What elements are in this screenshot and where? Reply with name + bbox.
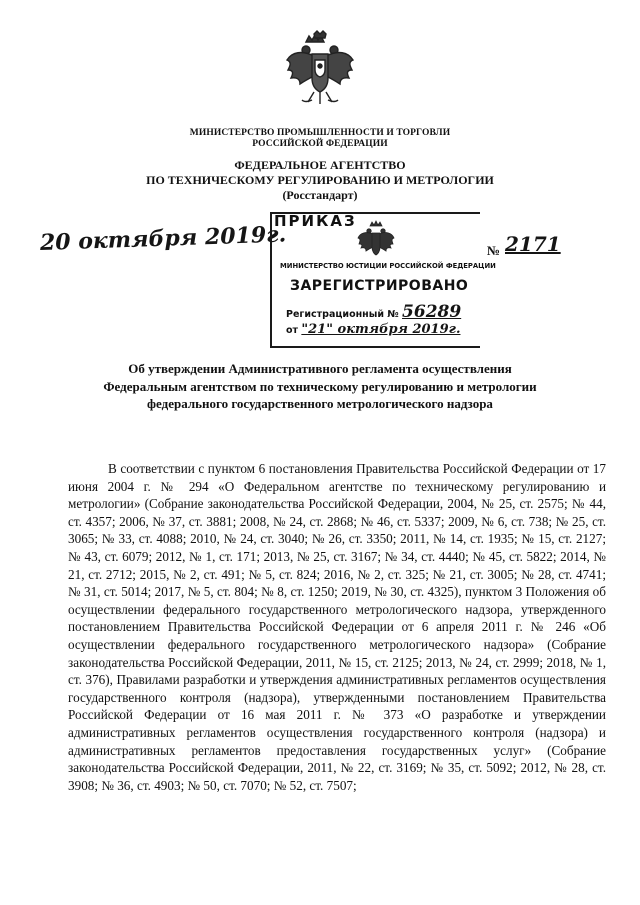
title-line2: Федеральным агентством по техническому регулированию и метрологии [103,378,537,394]
stamp-registered-label: ЗАРЕГИСТРИРОВАНО [290,278,469,294]
agency-name-line1: ФЕДЕРАЛЬНОЕ АГЕНТСТВО [234,158,406,172]
stamp-ministry-of-justice: МИНИСТЕРСТВО ЮСТИЦИИ РОССИЙСКОЙ ФЕДЕРАЦИИ [280,262,496,270]
stamp-regno-label: Регистрационный № [286,309,399,320]
stamp-registration-date [286,322,460,337]
ministry-name-line2: РОССИЙСКОЙ ФЕДЕРАЦИИ [252,139,388,149]
body-paragraph: В соответствии с пунктом 6 постановления Правительства Российской Федерации от 17 июня 2004 г. № 294 «О Федеральном агентстве по техническому регулированию и метрологии» (Собрание законодательства Российской Федерации, 2004, № 25, ст. 2575; № 44, ст. 4357; 2006, № 37, ст. 3881; 2008, № 24, ст. 2868; № 46, ст. 5337; 2009, № 6, ст. 738; № 25, ст. 3065; № 33, ст. 4088; 2010, № 24, ст. 3040; № 26, ст. 3350; 2011, № 14, ст. 1935; № 15, ст. 2127; № 43, ст. 6079; 2012, № 1, ст. 171; 2013, № 25, ст. 3167; № 34, ст. 4440; № 45, ст. 5822; 2014, № 21, ст. 2712; 2015, № 2, ст. 491; № 5, ст. 824; 2016, № 2, ст. 325; № 21, ст. 3005; № 28, ст. 4741; № 31, ст. 5014; 2017, № 5, ст. 804; № 8, ст. 1250; 2019, № 30, ст. 4325), пунктом 3 Положения об осуществлении федерального государственного метрологического надзора, утвержденного постановлением Правительства Российской Федерации от 6 апреля 2011 г. № 246 «Об осуществлении федерального государственного метрологического надзора» (Собрание законодательства Российской Федерации, 2011, № 15, ст. 2125; 2013, № 24, ст. 2999; 2018, № 1, ст. 376), Правилами разработки и утверждения административных регламентов осуществления государственного контроля (надзора), утвержденными постановлением Правительства Российской Федерации от 16 мая 2011 г. № 373 «О разработке и утверждении административных регламентов осуществления государственного контроля (надзора) и административных регламентов предоставления государственных услуг» (Собрание законодательства Российской Федерации, 2011, № 22, ст. 3169; № 35, ст. 5092; 2012, № 28, ст. 3908; № 36, ст. 4903; № 50, ст. 7070; № 52, ст. 7507; [68,461,606,793]
order-number-value: 2171 [505,232,561,256]
stamp-regno-value: 56289 [402,302,462,322]
agency-name-line3: (Росстандарт) [282,188,358,202]
stamp-date-value: "21" октября 2019г. [301,322,461,337]
order-date-handwritten: 20 октября 2019г. [39,221,287,256]
title-line3: федерального государственного метрологического надзора [147,396,493,411]
stamp-emblem-icon [356,220,396,260]
order-number-label: № [487,243,501,258]
stamp-registration-number [286,302,461,322]
agency-name-line2: ПО ТЕХНИЧЕСКОМУ РЕГУЛИРОВАНИЮ И МЕТРОЛОГИИ [146,173,494,187]
order-word: ПРИКАЗ [274,212,357,230]
stamp-date-prefix: от [286,325,299,336]
ministry-name-line1: МИНИСТЕРСТВО ПРОМЫШЛЕННОСТИ И ТОРГОВЛИ [189,128,451,138]
title-line1: Об утверждении Административного регламента осуществления [128,361,512,376]
document-title [0,360,640,413]
emblem-icon [284,30,356,108]
